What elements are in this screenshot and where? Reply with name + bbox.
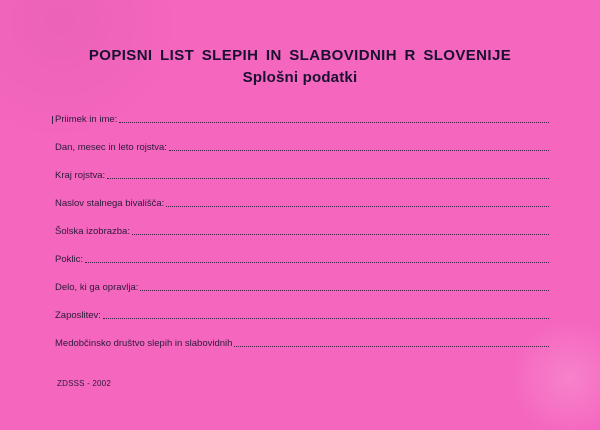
- field-label: Naslov stalnega bivališča:: [55, 198, 165, 209]
- field-society[interactable]: [55, 335, 549, 349]
- field-date-of-birth[interactable]: [55, 139, 549, 153]
- field-fill-line[interactable]: [132, 234, 549, 235]
- form-subtitle: Splošni podatki: [242, 69, 358, 86]
- field-fill-line[interactable]: [85, 262, 549, 263]
- field-label: Dan, mesec in leto rojstva:: [55, 142, 167, 153]
- field-label: Zaposlitev:: [55, 310, 101, 321]
- field-place-of-birth[interactable]: [55, 167, 549, 181]
- field-profession[interactable]: [55, 251, 549, 265]
- field-fill-line[interactable]: [166, 206, 549, 207]
- field-label: Delo, ki ga opravlja:: [55, 282, 139, 293]
- field-fill-line[interactable]: [234, 346, 549, 347]
- field-fill-line[interactable]: [119, 122, 549, 123]
- field-surname-name[interactable]: [55, 111, 549, 125]
- field-fill-line[interactable]: [107, 178, 549, 179]
- field-permanent-address[interactable]: [55, 195, 549, 209]
- field-label: Šolska izobrazba:: [55, 226, 130, 237]
- field-fill-line[interactable]: [140, 290, 549, 291]
- field-fill-line[interactable]: [169, 150, 549, 151]
- form-title: POPISNI LIST SLEPIH IN SLABOVIDNIH R SLOVENIJE: [88, 47, 512, 64]
- field-label: Priimek in ime:: [55, 114, 118, 125]
- field-label: Medobčinsko društvo slepih in slabovidnih: [55, 338, 233, 349]
- form-footer-code: ZDSSS - 2002: [57, 379, 111, 388]
- pen-mark: [52, 116, 53, 124]
- field-label: Kraj rojstva:: [55, 170, 106, 181]
- field-fill-line[interactable]: [103, 318, 549, 319]
- field-occupation[interactable]: [55, 279, 549, 293]
- field-education[interactable]: [55, 223, 549, 237]
- field-employment[interactable]: [55, 307, 549, 321]
- field-label: Poklic:: [55, 254, 83, 265]
